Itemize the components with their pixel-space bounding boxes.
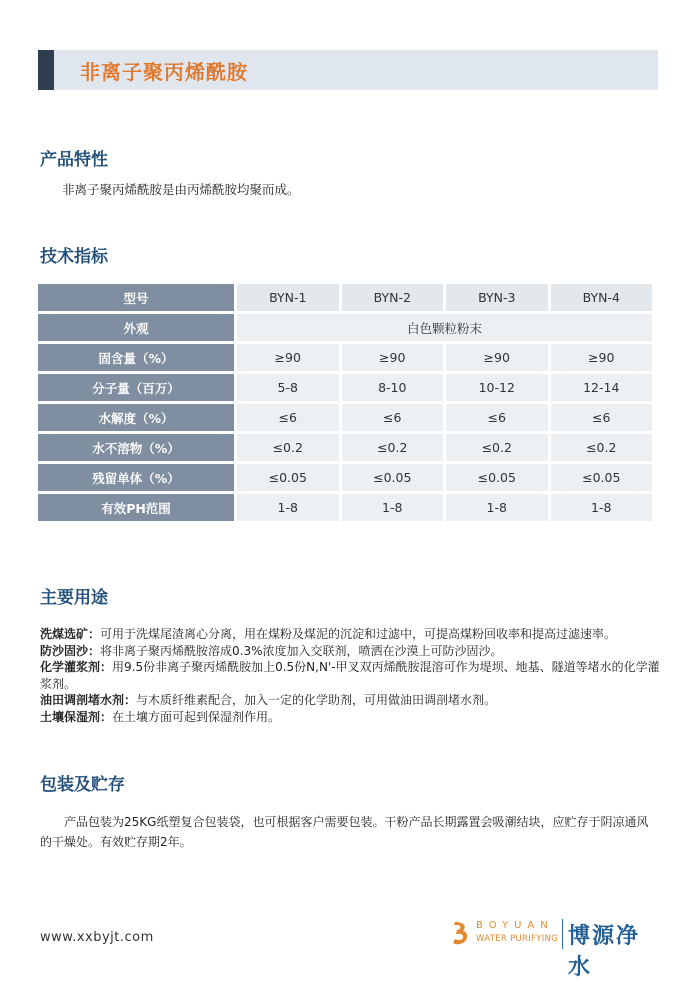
page-title: 非离子聚丙烯酰胺	[80, 60, 248, 84]
row-label-cell: 水不溶物（%）	[38, 434, 234, 461]
specs-heading: 技术指标	[40, 247, 108, 267]
row-label-cell: 固含量（%）	[38, 344, 234, 371]
logo-chinese-name: 博源净水	[568, 924, 641, 980]
logo-divider	[562, 919, 563, 949]
model-cell: BYN-4	[551, 284, 653, 311]
table-row	[38, 404, 652, 431]
value-cell: ≤0.05	[551, 464, 653, 491]
table-row	[38, 374, 652, 401]
value-cell: 1-8	[551, 494, 653, 521]
value-cell: ≥90	[446, 344, 548, 371]
model-header-cell: 型号	[38, 284, 234, 311]
table-row	[38, 464, 652, 491]
use-term: 洗煤选矿：	[40, 627, 101, 641]
value-cell: ≤0.05	[342, 464, 444, 491]
value-cell: ≤6	[342, 404, 444, 431]
use-term: 化学灌浆剂：	[40, 660, 113, 674]
appearance-value-cell: 白色颗粒粉末	[237, 314, 652, 341]
logo-english-tagline: WATER PURIFYING	[476, 934, 559, 944]
value-cell: 8-10	[342, 374, 444, 401]
row-label-cell: 残留单体（%）	[38, 464, 234, 491]
value-cell: 1-8	[342, 494, 444, 521]
value-cell: 5-8	[237, 374, 339, 401]
value-cell: ≤0.05	[446, 464, 548, 491]
value-cell: 1-8	[446, 494, 548, 521]
use-text: 在土壤方面可起到保湿剂作用。	[112, 709, 281, 724]
value-cell: ≤0.2	[237, 434, 339, 461]
appearance-label-cell: 外观	[38, 314, 234, 341]
model-cell: BYN-1	[237, 284, 339, 311]
list-item	[40, 626, 660, 643]
title-accent-bar	[38, 50, 54, 90]
table-row	[38, 434, 652, 461]
uses-heading: 主要用途	[40, 588, 108, 608]
logo-english-name: BOYUAN	[476, 920, 554, 931]
packaging-text: 产品包装为25KG纸塑复合包装袋，也可根据客户需要包装。干粉产品长期露置会吸潮结块，应贮存于阴凉通风的干燥处。有效贮存期2年。	[40, 815, 649, 849]
use-text: 可用于洗煤尾渣离心分离，用在煤粉及煤泥的沉淀和过滤中，可提高煤粉回收率和提高过滤速率。	[100, 627, 617, 641]
value-cell: ≤6	[237, 404, 339, 431]
packaging-heading: 包装及贮存	[40, 775, 125, 795]
value-cell: ≤6	[551, 404, 653, 431]
value-cell: ≤0.2	[446, 434, 548, 461]
table-row-model	[38, 284, 652, 311]
value-cell: ≤0.05	[237, 464, 339, 491]
value-cell: ≤6	[446, 404, 548, 431]
use-term: 油田调剖堵水剂：	[40, 693, 137, 707]
value-cell: 12-14	[551, 374, 653, 401]
use-text: 与木质纤维素配合，加入一定的化学助剂，可用做油田调剖堵水剂。	[136, 693, 497, 707]
use-text: 将非离子聚丙烯酰胺溶成0.3%浓度加入交联剂，喷洒在沙漠上可防沙固沙。	[100, 643, 503, 658]
value-cell: ≥90	[342, 344, 444, 371]
value-cell: ≤0.2	[551, 434, 653, 461]
company-logo	[450, 915, 660, 980]
logo-mark-icon	[450, 920, 472, 946]
value-cell: ≥90	[237, 344, 339, 371]
features-heading: 产品特性	[40, 150, 108, 170]
row-label-cell: 水解度（%）	[38, 404, 234, 431]
table-row-appearance	[38, 314, 652, 341]
spec-table	[35, 281, 655, 524]
model-cell: BYN-3	[446, 284, 548, 311]
use-term: 土壤保湿剂：	[40, 709, 113, 724]
model-cell: BYN-2	[342, 284, 444, 311]
value-cell: ≤0.2	[342, 434, 444, 461]
value-cell: 1-8	[237, 494, 339, 521]
uses-list	[40, 626, 660, 725]
list-item	[40, 659, 660, 692]
value-cell: 10-12	[446, 374, 548, 401]
use-term: 防沙固沙：	[40, 643, 101, 658]
use-text: 用9.5份非离子聚丙烯酰胺加上0.5份N,N'-甲叉双丙烯酰胺混溶可作为堤坝、地基、隧道等堵水的化学灌浆剂。	[40, 660, 660, 691]
table-row	[38, 494, 652, 521]
features-text: 非离子聚丙烯酰胺是由丙烯酰胺均聚而成。	[62, 182, 300, 197]
value-cell: ≥90	[551, 344, 653, 371]
row-label-cell: 分子量（百万）	[38, 374, 234, 401]
list-item	[40, 692, 660, 709]
row-label-cell: 有效PH范围	[38, 494, 234, 521]
website-url: www.xxbyjt.com	[40, 930, 154, 945]
list-item	[40, 643, 660, 660]
list-item	[40, 709, 660, 726]
table-row	[38, 344, 652, 371]
